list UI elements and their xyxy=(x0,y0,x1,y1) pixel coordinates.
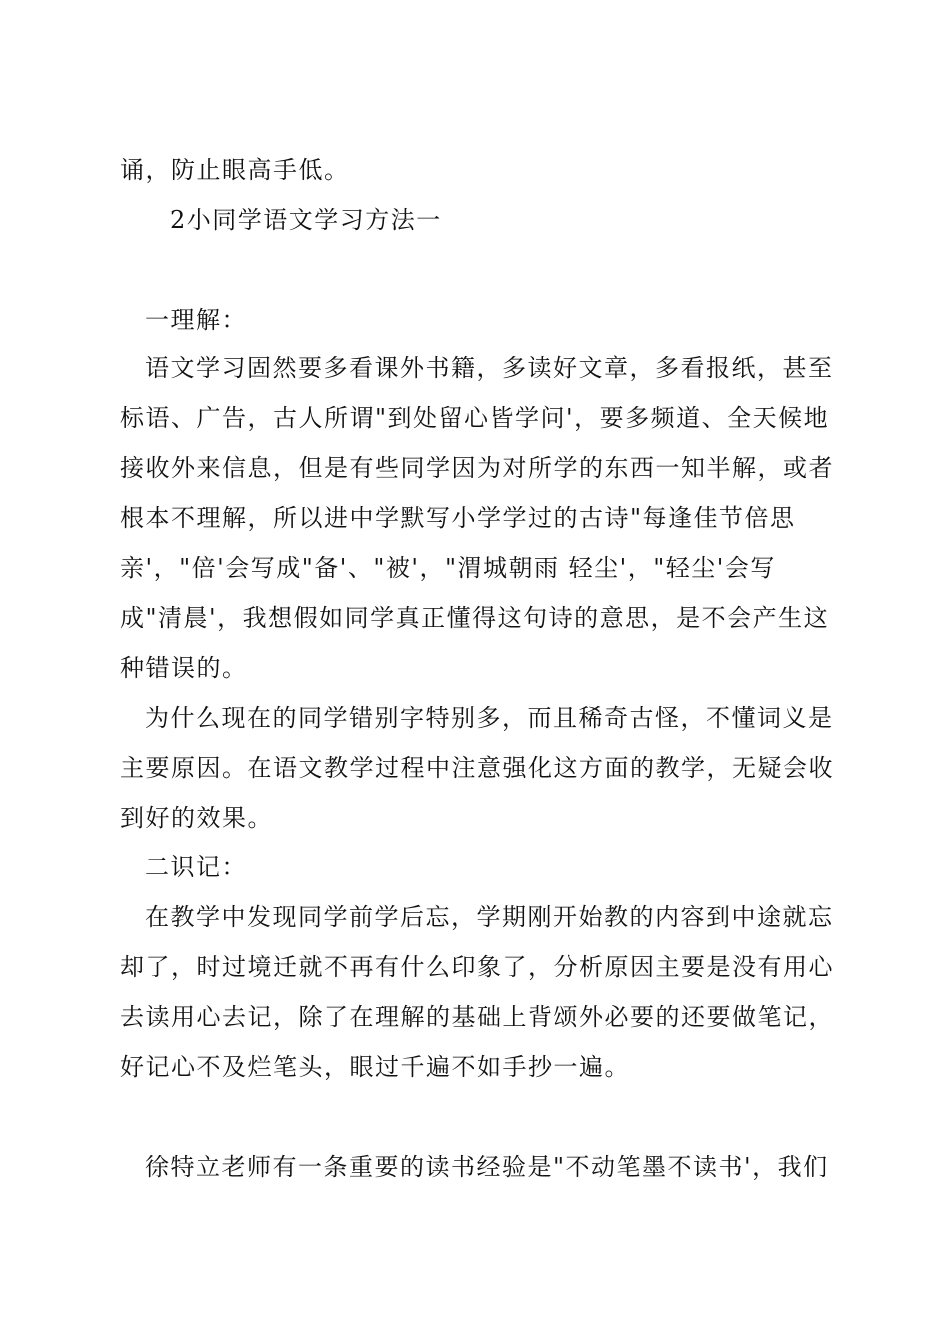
subheading-memorization: 二识记： xyxy=(145,853,247,881)
paragraph-line: 为什么现在的同学错别字特别多，而且稀奇古怪，不懂词义是 xyxy=(145,704,834,732)
paragraph-line: 徐特立老师有一条重要的读书经验是"不动笔墨不读书'，我们 xyxy=(145,1153,829,1181)
paragraph-line: 却了，时过境迁就不再有什么印象了，分析原因主要是没有用心 xyxy=(120,953,834,981)
paragraph-line: 根本不理解，所以进中学默写小学学过的古诗"每逢佳节倍思 xyxy=(120,504,796,532)
paragraph-line: 标语、广告，古人所谓"到处留心皆学问'，要多频道、全天候地 xyxy=(120,404,830,432)
paragraph-line: 在教学中发现同学前学后忘，学期刚开始教的内容到中途就忘 xyxy=(145,903,834,931)
paragraph-line: 亲'，"倍'会写成"备'、"被'，"渭城朝雨 轻尘'，"轻尘'会写 xyxy=(120,554,776,582)
paragraph-line: 接收外来信息，但是有些同学因为对所学的东西一知半解，或者 xyxy=(120,454,834,482)
paragraph-line: 好记心不及烂笔头，眼过千遍不如手抄一遍。 xyxy=(120,1053,630,1081)
paragraph-line: 种错误的。 xyxy=(120,654,248,682)
subheading-understanding: 一理解： xyxy=(145,306,247,334)
paragraph-line: 到好的效果。 xyxy=(120,804,273,832)
paragraph-line: 成"清晨'，我想假如同学真正懂得这句诗的意思，是不会产生这 xyxy=(120,604,830,632)
paragraph-line: 去读用心去记，除了在理解的基础上背颂外必要的还要做笔记， xyxy=(120,1003,834,1031)
paragraph-line: 语文学习固然要多看课外书籍，多读好文章，多看报纸，甚至 xyxy=(145,354,834,382)
paragraph-line: 主要原因。在语文教学过程中注意强化这方面的教学，无疑会收 xyxy=(120,754,834,782)
section-heading: 2小同学语文学习方法一 xyxy=(170,206,442,234)
text-line-continuation: 诵，防止眼高手低。 xyxy=(120,156,350,184)
